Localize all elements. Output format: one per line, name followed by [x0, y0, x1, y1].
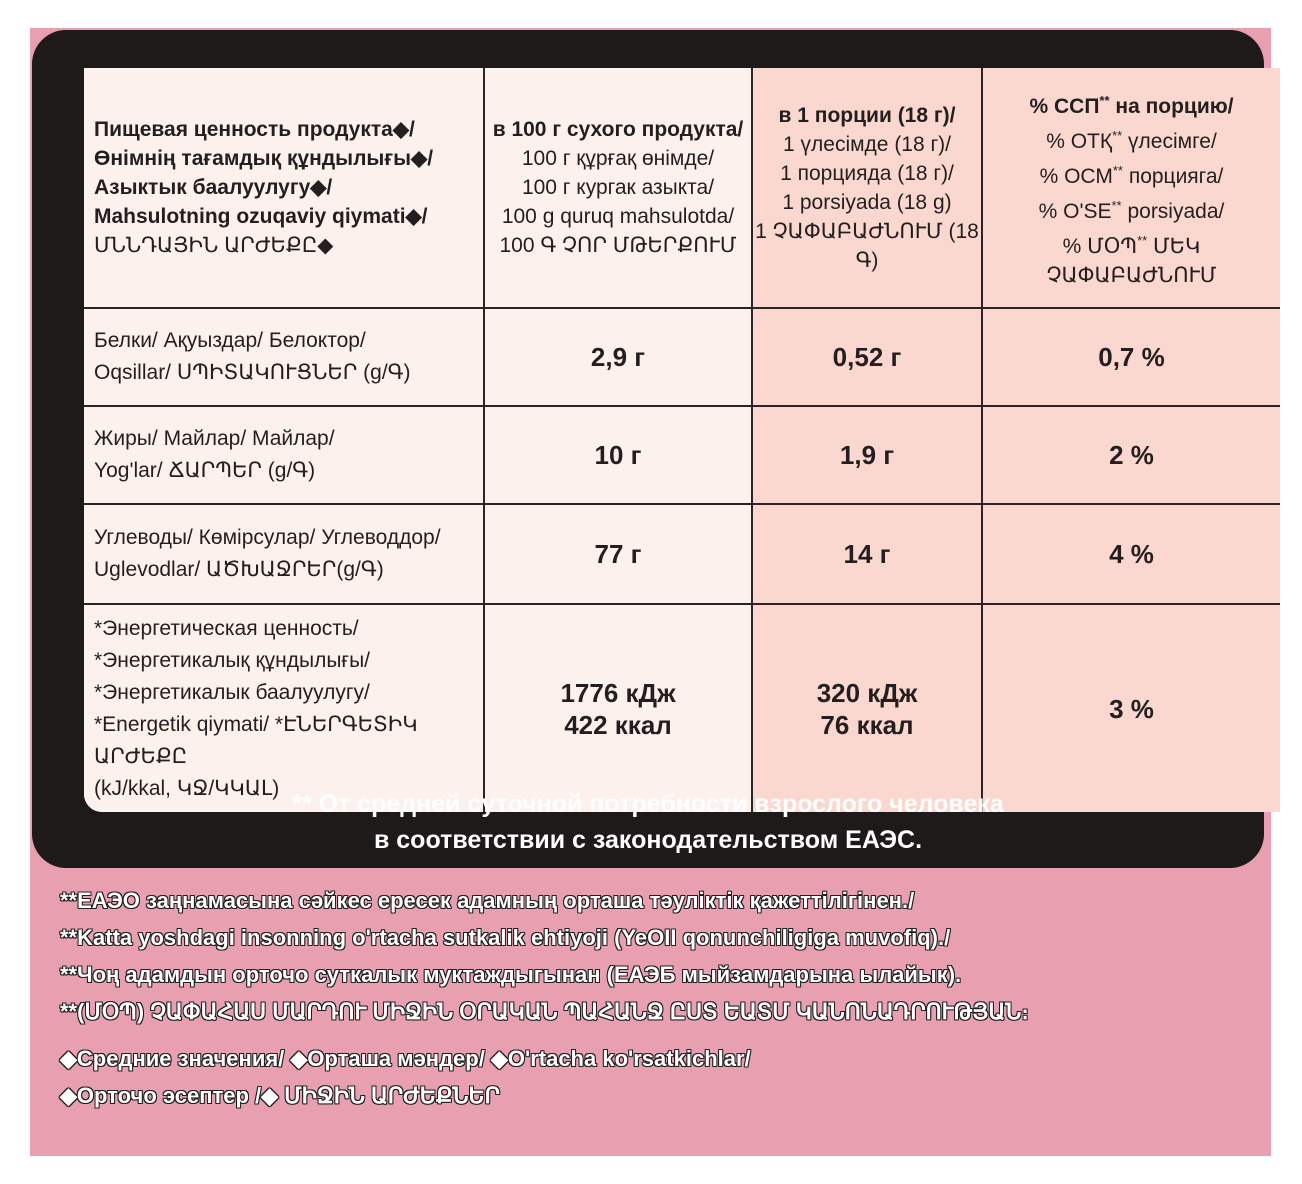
value-per-portion: 14 г: [752, 504, 982, 604]
notes-gap: [60, 1030, 1260, 1040]
nutrition-panel: [32, 30, 1264, 868]
nutrition-table-wrap: [84, 68, 1280, 812]
row-label-line: Жиры/ Майлар/ Майлар/: [94, 427, 335, 450]
value-percent-daily: 3 %: [982, 604, 1280, 812]
header-percent-daily: [982, 68, 1280, 308]
header-per-100g: [484, 68, 752, 308]
note-line: **ЕАЭО заңнамасына сәйкес ересек адамның орташа тәуліктік қажеттілігінен./: [60, 888, 915, 913]
row-label-line: Uglevodlar/ ԱԾԽԱՋՐԵՐ(g/Գ): [94, 558, 384, 581]
row-label-line: *Энергетикалык баалуулугу/: [94, 680, 370, 704]
row-label: [84, 308, 484, 406]
row-label-line: *Энергетикалық құндылығы/: [94, 648, 371, 672]
value-line: 76 ккал: [820, 709, 914, 740]
table-row-fat: [84, 406, 1280, 504]
header-per-portion: [752, 68, 982, 308]
value-per-portion: 1,9 г: [752, 406, 982, 504]
nutrition-table: [84, 68, 1280, 812]
value-per-portion: [752, 604, 982, 812]
header-line: Пищевая ценность продукта◆/: [94, 118, 415, 141]
row-label: [84, 504, 484, 604]
value-line: 1776 кДж: [560, 677, 676, 708]
value-percent-daily: 4 %: [982, 504, 1280, 604]
note-line: **Katta yoshdagi insonning o'rtacha sutkalik ehtiyoji (YeOII qonunchiligiga muvofiq)./: [60, 925, 951, 950]
row-label-line: Белки/ Ақуыздар/ Белоктор/: [94, 329, 366, 352]
header-sub: % ՄՕՊ** ՄԵԿ ՉԱՓԱԲԱԺՆՈՒՄ: [1046, 232, 1217, 287]
value-line: 320 кДж: [816, 677, 918, 708]
header-line: Mahsulotning ozuqaviy qiymati◆/: [94, 205, 428, 228]
value-per-100g: 10 г: [484, 406, 752, 504]
row-label-line: Углеводы/ Көмірсулар/ Углеводдор/: [94, 526, 441, 549]
header-main: в 1 порции (18 г)/: [778, 103, 956, 127]
header-line: ՄՆՆԴԱՅԻՆ ԱՐԺԵՔԸ◆: [94, 234, 334, 257]
header-nutrition-value: [84, 68, 484, 308]
value-per-100g: 2,9 г: [484, 308, 752, 406]
header-sub: 100 g quruq mahsulotda/: [501, 205, 735, 228]
row-label: [84, 604, 484, 812]
header-line: Азыктык баалуулугу◆/: [94, 176, 333, 199]
note-line: ◆Средние значения/ ◆Орташа мәндер/ ◆O'rtacha ko'rsatkichlar/: [60, 1046, 751, 1071]
table-row-protein: [84, 308, 1280, 406]
table-header-row: [84, 68, 1280, 308]
header-sub: 100 г кургак азыкта/: [521, 176, 715, 199]
row-label-line: Yog'lar/ ՃԱՐՊԵՐ (g/Գ): [94, 459, 316, 482]
value-per-portion: 0,52 г: [752, 308, 982, 406]
header-sub: % ОТҚ** үлесімге/: [1046, 127, 1217, 153]
note-line: ◆Орточо эсептер /◆ ՄԻՋԻՆ ԱՐԺԵՔՆԵՐ: [60, 1083, 500, 1108]
value-per-100g: 77 г: [484, 504, 752, 604]
footnote-line: ** От средней суточной потребности взрослого человека: [292, 790, 1004, 818]
header-line: Өнімнің тағамдық құндылығы◆/: [94, 147, 434, 170]
translated-notes: [60, 882, 1260, 1114]
header-sub: 100 Գ ՉՈՐ ՄԹԵՐՔՈՒՄ: [499, 234, 737, 257]
table-row-carbohydrates: [84, 504, 1280, 604]
header-sub: 1 үлесімде (18 г)/: [783, 132, 951, 156]
header-sub: 1 ՉԱՓԱԲԱԺՆՈՒՄ (18 Գ): [755, 219, 979, 272]
header-sub: % O'SE** porsiyada/: [1038, 197, 1225, 223]
note-line: **(ՄՕՊ) ՉԱՓԱՀԱՍ ՄԱՐԴՈՒ ՄԻՋԻՆ ՕՐԱԿԱՆ ՊԱՀԱՆՋ ԸՍՏ ԵԱՏՄ ԿԱՆՈՆԱԴՐՈՒԹՅԱՆ։: [60, 999, 1029, 1024]
value-line: 422 ккал: [564, 709, 672, 740]
table-row-energy: [84, 604, 1280, 812]
row-label-line: *Энергетическая ценность/: [94, 616, 359, 640]
row-label-line: (kJ/kkal, ԿՋ/ԿԿԱԼ): [94, 776, 280, 800]
header-sub: 1 порцияда (18 г)/: [780, 161, 954, 185]
row-label-line: *Energetik qiymati/ *ԷՆԵՐԳԵՏԻԿ ԱՐԺԵՔԸ: [94, 712, 418, 768]
main-footnote: [32, 786, 1264, 858]
header-sub: 100 г құрғақ өнімде/: [521, 147, 715, 170]
header-sub: % ОСМ** порцияга/: [1039, 162, 1224, 188]
value-percent-daily: 2 %: [982, 406, 1280, 504]
header-sub: 1 porsiyada (18 g): [782, 190, 952, 214]
row-label-line: Oqsillar/ ՍՊԻՏԱԿՈՒՑՆԵՐ (g/Գ): [94, 361, 411, 384]
header-main: % ССП** на порцию/: [1029, 92, 1234, 118]
value-per-100g: [484, 604, 752, 812]
value-percent-daily: 0,7 %: [982, 308, 1280, 406]
row-label: [84, 406, 484, 504]
footnote-line: в соответствии с законодательством ЕАЭС.: [373, 826, 923, 854]
note-line: **Чоң адамдын орточо суткалык муктаждыгынан (ЕАЭБ мыйзамдарына ылайык).: [60, 962, 962, 987]
header-main: в 100 г сухого продукта/: [492, 118, 744, 141]
